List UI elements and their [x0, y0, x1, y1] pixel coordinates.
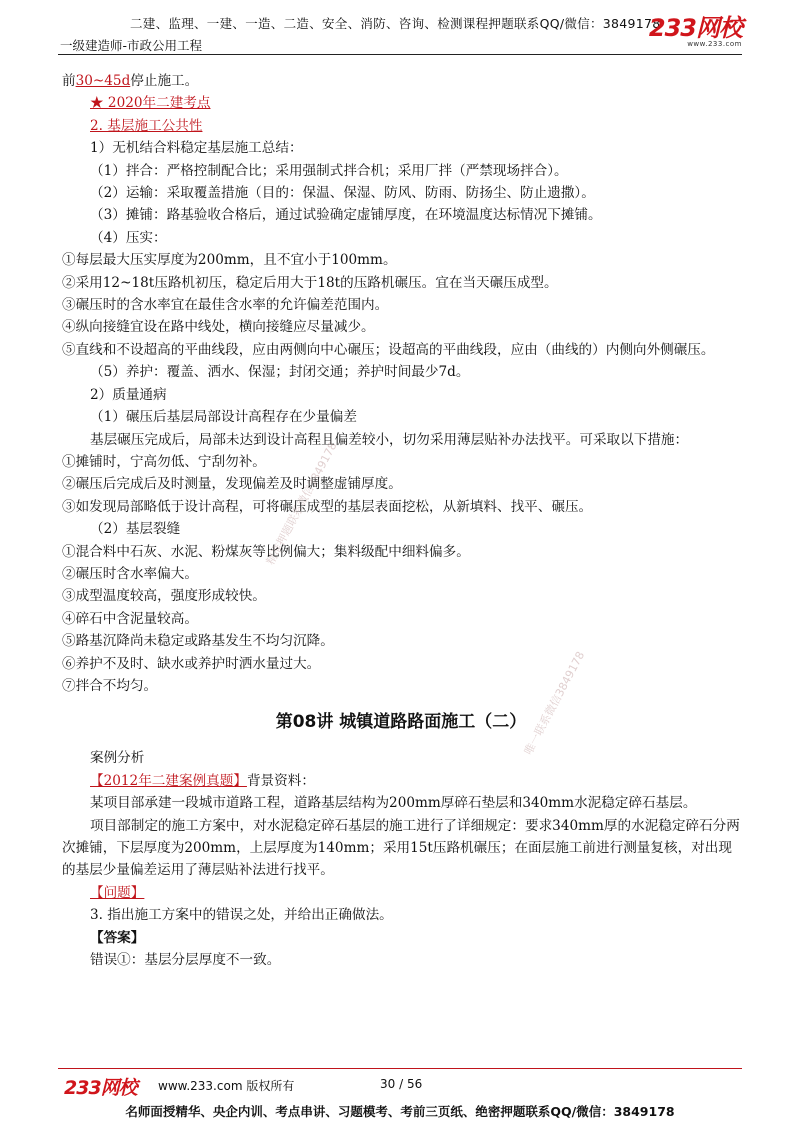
item-transport: （2）运输：采取覆盖措施（目的：保温、保湿、防风、防雨、防扬尘、防止遗撒）。: [90, 185, 595, 202]
exam-point-2020: ★ 2020年二建考点: [90, 95, 211, 112]
item-paving: （3）摊铺：路基验收合格后，通过试验确定虚铺厚度，在环境温度达标情况下摊铺。: [90, 207, 602, 224]
compaction-point-4: ④纵向接缝宜设在路中线处，横向接缝应尽量减少。: [62, 319, 375, 336]
question-tag: 【问题】: [90, 884, 145, 901]
compaction-point-1: ①每层最大压实厚度为200mm，且不宜小于100mm。: [62, 252, 397, 269]
answer-1: 错误①：基层分层厚度不一致。: [90, 952, 281, 969]
text-fragment: 前: [62, 73, 76, 89]
header-course-name: 一级建造师-市政公用工程: [60, 38, 203, 53]
answer-tag: 【答案】: [90, 929, 145, 946]
brand-logo: [649, 16, 742, 48]
watermark-1: 精准押题联系微信3849178: [263, 439, 340, 568]
crack-cause-1: ①混合料中石灰、水泥、粉煤灰等比例偏大；集料级配中细料偏多。: [62, 543, 470, 560]
compaction-point-3: ③碾压时的含水率宜在最佳含水率的允许偏差范围内。: [62, 297, 389, 314]
measure-1: ①摊铺时，宁高勿低、宁刮勿补。: [62, 453, 266, 470]
item-compaction: （4）压实：: [90, 229, 167, 246]
watermark-2: 唯一联系微信3849178: [521, 649, 588, 758]
crack-cause-2: ②碾压时含水率偏大。: [62, 565, 198, 582]
defect-elevation-text: 基层碾压完成后，局部未达到设计高程且偏差较小，切勿采用薄层贴补办法找平。可采取以下措施：: [90, 431, 689, 448]
subsection-quality-defects: 2）质量通病: [90, 386, 167, 403]
header-courses-line: 二建、监理、一建、一造、二造、安全、消防、咨询、检测课程押题联系QQ/微信：3849178: [130, 16, 661, 31]
crack-cause-3: ③成型温度较高，强度形成较快。: [62, 588, 266, 605]
footer-ad-line: 名师面授精华、央企内训、考点串讲、习题模考、考前三页纸、绝密押题联系QQ/微信：3849178: [125, 1104, 675, 1119]
text-fragment: 停止施工。: [130, 73, 199, 89]
compaction-point-5: ⑤直线和不设超高的平曲线段，应由两侧向中心碾压；设超高的平曲线段，应由（曲线的）内侧向外侧碾压。: [62, 341, 715, 358]
crack-cause-5: ⑤路基沉降尚未稳定或路基发生不均匀沉降。: [62, 633, 334, 650]
paragraph-continuation: [62, 70, 740, 92]
crack-cause-4: ④碎石中含泥量较高。: [62, 610, 198, 627]
footer-logo: 233网校: [64, 1077, 137, 1099]
subsection-summary: 1）无机结合料稳定基层施工总结：: [90, 140, 303, 157]
page-indicator: 30 / 56: [380, 1077, 423, 1091]
crack-cause-7: ⑦拌合不均匀。: [62, 677, 158, 694]
document-body: [62, 70, 740, 971]
defect-elevation-deviation: （1）碾压后基层局部设计高程存在少量偏差: [90, 409, 357, 426]
item-mixing: （1）拌合：严格控制配合比；采用强制式拌合机；采用厂拌（严禁现场拌合）。: [90, 162, 568, 179]
measure-2: ②碾压后完成后及时测量，发现偏差及时调整虚铺厚度。: [62, 476, 402, 493]
case-intro: [62, 770, 740, 792]
lecture-title: 第08讲 城镇道路路面施工（二）: [275, 712, 527, 733]
brand-logo-text: 233网校: [648, 14, 742, 42]
brand-logo-site: www.233.com: [687, 40, 742, 48]
case-paragraph-1: 某项目部承建一段城市道路工程，道路基层结构为200mm厚碎石垫层和340mm水泥稳定碎石基层。: [90, 795, 697, 812]
case-tag: 【2012年二建案例真题】: [90, 772, 247, 789]
case-tag-post: 背景资料：: [246, 772, 315, 789]
header-divider: [58, 54, 742, 55]
question-3: 3. 指出施工方案中的错误之处，并给出正确做法。: [90, 907, 393, 924]
measure-3: ③如发现局部略低于设计高程，可将碾压成型的基层表面挖松，从新填料、找平、碾压。: [62, 498, 593, 515]
case-paragraph-2: 项目部制定的施工方案中，对水泥稳定碎石基层的施工进行了详细规定：要求340mm厚的水泥稳定碎石分两次摊铺，下层厚度为200mm，上层厚度为140mm；采用15t压路机碾压；在面层施工前进行测量复核，对出现的基层少量偏差运用了薄层贴补法进行找平。: [62, 817, 740, 879]
footer-copyright: www.233.com 版权所有: [158, 1079, 295, 1093]
section-title-base-course: 2. 基层施工公共性: [90, 117, 203, 134]
highlight-days: 30~45d: [75, 73, 131, 89]
case-heading: 案例分析: [90, 750, 145, 767]
crack-cause-6: ⑥养护不及时、缺水或养护时洒水量过大。: [62, 655, 321, 672]
compaction-point-2: ②采用12~18t压路机初压，稳定后用大于18t的压路机碾压。宜在当天碾压成型。: [62, 274, 558, 291]
defect-cracks: （2）基层裂缝: [90, 521, 181, 538]
footer-divider: [58, 1068, 742, 1069]
item-curing: （5）养护：覆盖、洒水、保湿；封闭交通；养护时间最少7d。: [90, 364, 470, 381]
